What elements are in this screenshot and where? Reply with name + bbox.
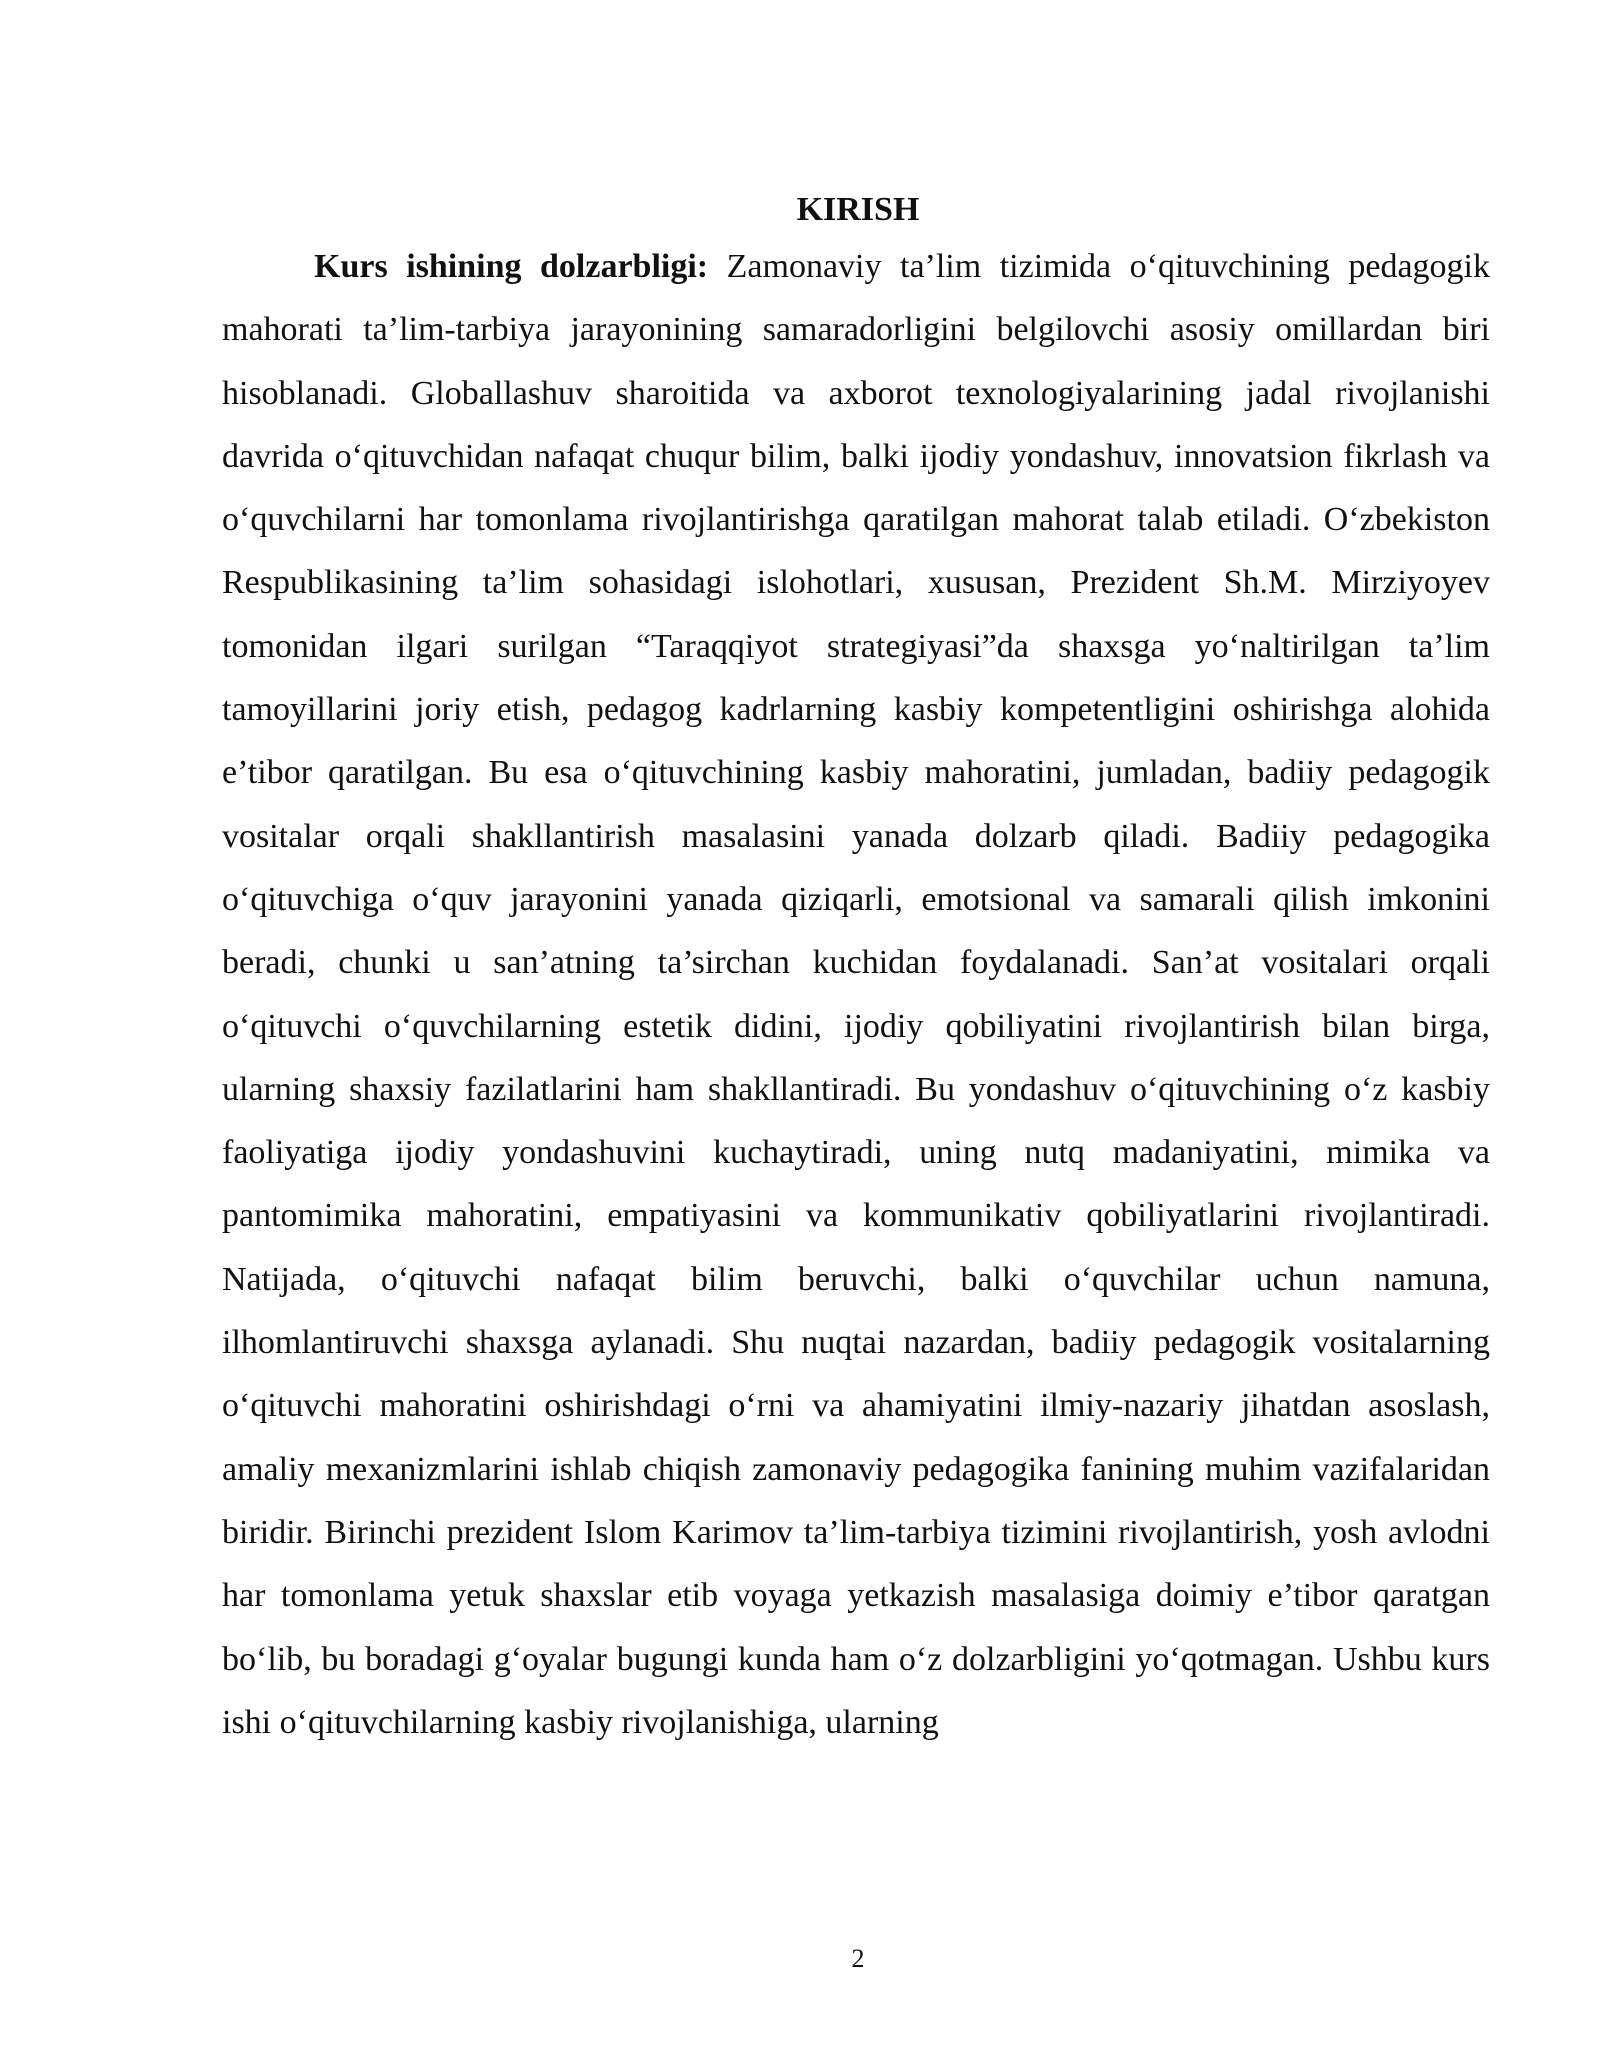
paragraph-lead: Kurs ishining dolzarbligi: [314,248,709,285]
body-paragraph [222,235,1490,1754]
page-number: 2 [851,1944,865,1973]
page-title: KIRISH [796,191,920,228]
paragraph-text: Zamonaviy ta’lim tizimida o‘qituvchining pedagogik mahorati ta’lim-tarbiya jarayonining samaradorligini belgilovchi asosiy omillardan biri hisoblanadi. Globallashuv sharoitida va axborot texnologiyalarining jadal rivojlanishi davrida o‘qituvchidan nafaqat chuqur bilim, balki ijodiy yondashuv, innovatsion fikrlash va o‘quvchilarni har tomonlama rivojlantirishga qaratilgan mahorat talab etiladi. O‘zbekiston Respublikasining ta’lim sohasidagi islohotlari, xususan, Prezident Sh.M. Mirziyoyev tomonidan ilgari surilgan “Taraqqiyot strategiyasi”da shaxsga yo‘naltirilgan ta’lim tamoyillarini joriy etish, pedagog kadrlarning kasbiy kompetentligini oshirishga alohida e’tibor qaratilgan. Bu esa o‘qituvchining kasbiy mahoratini, jumladan, badiiy pedagogik vositalar orqali shakllantirish masalasini yanada dolzarb qiladi. Badiiy pedagogika o‘qituvchiga o‘quv jarayonini yanada qiziqarli, emotsional va samarali qilish imkonini beradi, chunki u san’atning ta’sirchan kuchidan foydalanadi. San’at vositalari orqali o‘qituvchi o‘quvchilarning estetik didini, ijodiy qobiliyatini rivojlantirish bilan birga, ularning shaxsiy fazilatlarini ham shakllantiradi. Bu yondashuv o‘qituvchining o‘z kasbiy faoliyatiga ijodiy yondashuvini kuchaytiradi, uning nutq madaniyatini, mimika va pantomimika mahoratini, empatiyasini va kommunikativ qobiliyatlarini rivojlantiradi. Natijada, o‘qituvchi nafaqat bilim beruvchi, balki o‘quvchilar uchun namuna, ilhomlantiruvchi shaxsga aylanadi. Shu nuqtai nazardan, badiiy pedagogik vositalarning o‘qituvchi mahoratini oshirishdagi o‘rni va ahamiyatini ilmiy-nazariy jihatdan asoslash, amaliy mexanizmlarini ishlab chiqish zamonaviy pedagogika fanining muhim vazifalaridan biridir. Birinchi prezident Islom Karimov ta’lim-tarbiya tizimini rivojlantirish, yosh avlodni har tomonlama yetuk shaxslar etib voyaga yetkazish masalasiga doimiy e’tibor qaratgan bo‘lib, bu boradagi g‘oyalar bugungi kunda ham o‘z dolzarbligini yo‘qotmagan. Ushbu kurs ishi o‘qituvchilarning kasbiy rivojlanishiga, ularning [222,248,1490,1741]
